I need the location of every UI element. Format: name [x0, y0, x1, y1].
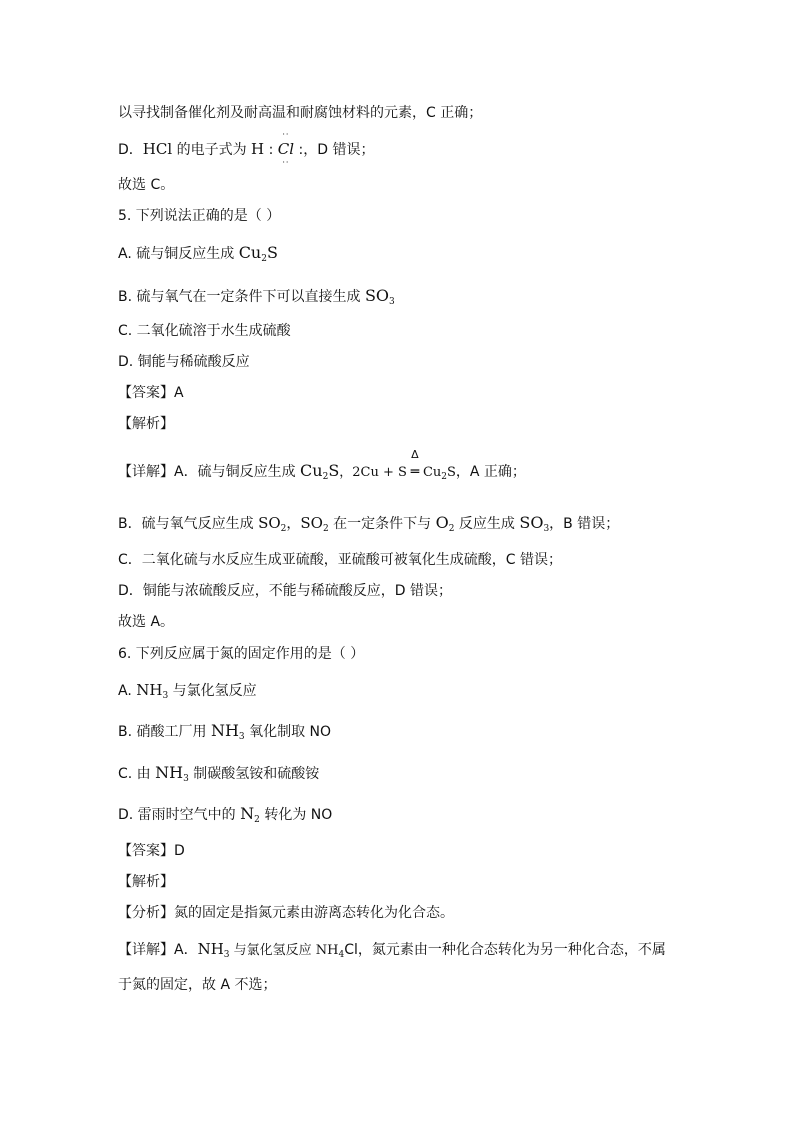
- select-5: 故选 A。: [118, 614, 175, 630]
- detail-5-d: D．铜能与浓硫酸反应，不能与稀硫酸反应，D 错误；: [118, 583, 453, 599]
- detail-6-a: [118, 940, 666, 960]
- electron-dots-top: ··: [282, 130, 290, 139]
- detail-5-a: [118, 448, 526, 482]
- analysis-6-text: 【分析】氮的固定是指氮元素由游离态转化为化合态。: [118, 905, 454, 921]
- formula-n2: $N_2$: [240, 804, 260, 825]
- option-text: 氧化制取 NO: [244, 724, 332, 740]
- detail-5-b: [118, 514, 619, 533]
- option-text: D. 雷雨时空气中的: [118, 807, 241, 823]
- formula-o2: $O_2$: [435, 513, 455, 534]
- delta-symbol: Δ: [411, 448, 419, 461]
- option-text: A. 硫与铜反应生成: [118, 246, 239, 262]
- option-text: 与氯化氢反应: [168, 683, 257, 699]
- formula-cu2s: $Cu_2S$: [300, 461, 340, 482]
- formula-h: H: [251, 140, 265, 158]
- formula-so3: $SO_3$: [519, 513, 550, 534]
- answer-5: 【答案】A: [118, 385, 184, 401]
- question-5-stem: 5. 下列说法正确的是（ ）: [118, 208, 281, 224]
- answer-6: 【答案】D: [118, 843, 185, 859]
- analysis-6-heading: 【解析】: [118, 874, 174, 890]
- electron-dot-cl: [277, 130, 295, 167]
- question-5-option-b: [118, 287, 395, 306]
- question-6-option-b: [118, 722, 331, 741]
- electron-dots-bottom: ··: [282, 158, 290, 167]
- question-6-option-c: [118, 764, 319, 783]
- question-6-option-d: [118, 805, 332, 824]
- formula-nh3: $NH_3$: [197, 940, 230, 960]
- electron-pair: :: [264, 142, 278, 158]
- text-segment: 反应生成: [454, 516, 520, 532]
- text-segment: 【详解】A．: [118, 942, 198, 958]
- text-line-select-c: 故选 C。: [118, 177, 175, 193]
- analysis-5-heading: 【解析】: [118, 416, 174, 432]
- equation-reactants: ，2Cu + S: [339, 465, 407, 480]
- formula-hcl: HCl: [142, 140, 173, 158]
- text-segment: Cl，氮元素由一种化合态转化为另一种化合态，不属: [344, 942, 666, 958]
- question-5-option-a: [118, 244, 278, 263]
- text-segment: ，B 错误；: [549, 516, 620, 532]
- option-text: 制碳酸氢铵和硫酸铵: [188, 766, 320, 782]
- text-segment: ，A 正确；: [455, 464, 526, 480]
- question-5-option-d: D. 铜能与稀硫酸反应: [118, 354, 250, 370]
- text-line-c-explanation: 以寻找制备催化剂及耐高温和耐腐蚀材料的元素，C 正确；: [118, 105, 483, 121]
- option-text: C. 由: [118, 766, 156, 782]
- text-segment: ，: [286, 516, 301, 532]
- formula-so2: $SO_2$: [258, 514, 287, 534]
- heating-condition: [407, 448, 423, 481]
- equation-product: $Cu_2S$: [422, 465, 456, 482]
- formula-cl: Cl: [277, 140, 295, 158]
- formula-nh3: $NH_3$: [155, 763, 189, 784]
- question-6-stem: 6. 下列反应属于氮的固定作用的是（ ）: [118, 646, 365, 662]
- text-line-d-hcl: [118, 130, 375, 167]
- option-text: B. 硝酸工厂用: [118, 724, 211, 740]
- option-text: A.: [118, 683, 137, 699]
- formula-nh4cl: 与氯化氢反应 $NH_4$: [229, 943, 345, 960]
- question-5-option-c: C. 二氧化硫溶于水生成硫酸: [118, 323, 291, 339]
- option-label: D．: [118, 142, 143, 158]
- option-text: B. 硫与氧气在一定条件下可以直接生成: [118, 289, 365, 305]
- detail-6-a-continued: 于氮的固定，故 A 不选；: [118, 977, 277, 993]
- question-6-option-a: [118, 681, 257, 700]
- formula-cu2s: $Cu_2S$: [238, 243, 278, 264]
- text-segment: B．硫与氧气反应生成: [118, 516, 259, 532]
- formula-nh3: $NH_3$: [136, 681, 169, 701]
- formula-so3: $SO_3$: [364, 286, 395, 307]
- detail-5-c: C．二氧化硫与水反应生成亚硫酸，亚硫酸可被氧化生成硫酸，C 错误；: [118, 552, 562, 568]
- text-segment: 【详解】A．硫与铜反应生成: [118, 464, 301, 480]
- electron-pair: :: [294, 142, 304, 158]
- text-segment: 在一定条件下与: [328, 516, 436, 532]
- text-segment: ，D 错误；: [303, 142, 375, 158]
- formula-nh3: $NH_3$: [210, 721, 245, 742]
- equals-sign: ═: [410, 464, 420, 480]
- option-text: 转化为 NO: [259, 807, 333, 823]
- text-segment: 的电子式为: [172, 142, 252, 158]
- formula-so2: $SO_2$: [300, 514, 329, 534]
